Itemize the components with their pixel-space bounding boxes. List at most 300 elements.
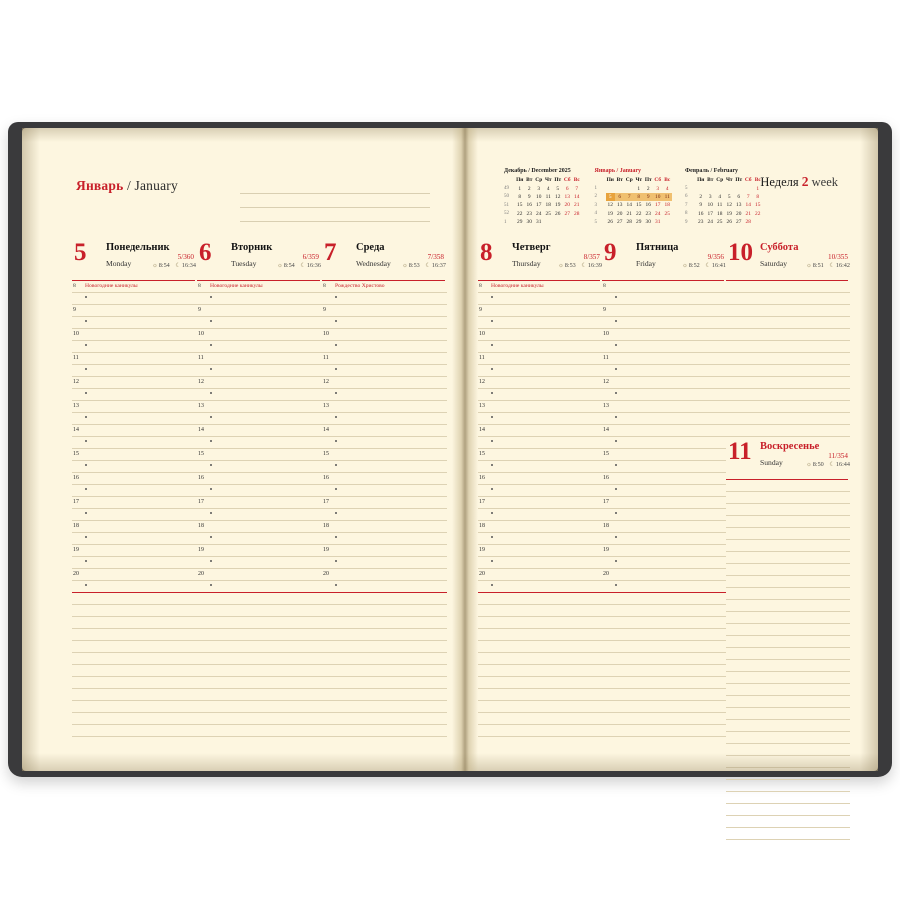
week-label-ru: Неделя — [760, 175, 799, 189]
month-title-sep: / — [123, 178, 135, 193]
hour-slot — [478, 365, 602, 377]
free-line — [726, 528, 850, 540]
page-bottom-shadow — [22, 753, 878, 771]
hour-slot: 13 — [72, 401, 197, 413]
hour-slot — [72, 437, 197, 449]
free-line — [322, 713, 447, 725]
hour-slot — [602, 437, 726, 449]
hour-slot: 19 — [72, 545, 197, 557]
free-lines[interactable] — [478, 593, 602, 737]
hour-slot: 15 — [197, 449, 322, 461]
free-line — [478, 713, 602, 725]
free-line — [602, 713, 726, 725]
saturday-free-lines[interactable] — [726, 281, 850, 437]
day-name-en: Monday — [106, 259, 132, 269]
mini-calendar-title: Февраль / February — [685, 168, 738, 174]
hour-slot — [197, 317, 322, 329]
day-name-ru: Четверг — [512, 242, 551, 253]
free-line — [726, 341, 850, 353]
free-line — [726, 317, 850, 329]
hour-slot: 15 — [72, 449, 197, 461]
hour-slot — [322, 557, 447, 569]
free-line — [322, 701, 447, 713]
free-line — [322, 725, 447, 737]
free-line — [726, 401, 850, 413]
hour-slot — [478, 389, 602, 401]
hour-slot: 10 — [72, 329, 197, 341]
day-name-en: Sunday — [760, 458, 783, 468]
hour-slot: 12 — [322, 377, 447, 389]
holiday-note — [322, 281, 447, 293]
hour-slot — [72, 533, 197, 545]
day-header — [322, 239, 447, 280]
free-line — [726, 648, 850, 660]
hour-slot — [478, 413, 602, 425]
free-line — [72, 605, 197, 617]
sunset-icon: ☾ — [829, 262, 835, 269]
week-number-label — [760, 174, 838, 190]
hour-slot: 9 — [322, 305, 447, 317]
day-number: 8 — [480, 239, 493, 266]
free-line — [726, 576, 850, 588]
free-line — [72, 677, 197, 689]
hour-slot — [322, 581, 447, 593]
hour-slot — [478, 581, 602, 593]
holiday-text: Рождество Христово — [335, 283, 385, 289]
day-header — [478, 239, 602, 280]
hour-slot: 13 — [197, 401, 322, 413]
free-line — [726, 792, 850, 804]
hour-slot — [322, 509, 447, 521]
sunday-free-lines[interactable] — [726, 480, 850, 840]
free-line — [197, 629, 322, 641]
free-line — [322, 653, 447, 665]
sunset-icon: ☾ — [581, 262, 587, 269]
sunrise-time: 8:53 — [408, 262, 420, 269]
free-line — [726, 540, 850, 552]
highlighted-day: 5 — [606, 193, 616, 201]
free-line — [72, 713, 197, 725]
highlighted-day: 9 — [644, 193, 654, 201]
hour-slot: 16 — [602, 473, 726, 485]
month-title-ru: Январь — [76, 178, 124, 193]
day-header — [197, 239, 322, 280]
week-number: 2 — [801, 174, 809, 189]
hour-grid[interactable] — [322, 293, 447, 593]
day-number: 9 — [604, 239, 617, 266]
day-name-en: Wednesday — [356, 259, 391, 269]
hour-slot: 20 — [197, 569, 322, 581]
hour-slot — [478, 341, 602, 353]
hour-slot — [197, 485, 322, 497]
hour-slot — [322, 413, 447, 425]
hour-slot — [602, 461, 726, 473]
hour-slot: 15 — [478, 449, 602, 461]
hour-slot: 10 — [602, 329, 726, 341]
weekday-header: Пт — [554, 177, 562, 184]
free-line — [197, 593, 322, 605]
hour-slot: 20 — [72, 569, 197, 581]
day-header — [602, 239, 726, 280]
free-line — [726, 389, 850, 401]
hour-slot — [322, 461, 447, 473]
hour-slot: 16 — [197, 473, 322, 485]
hour-slot — [478, 317, 602, 329]
sunrise-icon: ☼ — [277, 262, 283, 269]
free-line — [726, 480, 850, 492]
page-edge-left-shadow — [22, 128, 40, 771]
free-line — [602, 701, 726, 713]
free-line — [197, 713, 322, 725]
sun-times — [512, 262, 602, 269]
free-line — [197, 641, 322, 653]
hour-slot — [322, 533, 447, 545]
weekday-header: Пт — [735, 177, 743, 184]
hour-slot: 16 — [478, 473, 602, 485]
sunset-icon: ☾ — [175, 262, 181, 269]
page-edge-right-shadow — [860, 128, 878, 771]
mini-calendar-title: Декабрь / December 2025 — [504, 168, 571, 174]
free-line — [726, 564, 850, 576]
day-header — [72, 239, 197, 280]
hour-slot: 11 — [602, 353, 726, 365]
free-line — [72, 665, 197, 677]
hour-slot — [197, 437, 322, 449]
free-line — [726, 816, 850, 828]
free-line — [478, 689, 602, 701]
sunrise-time: 8:54 — [283, 262, 295, 269]
hour-slot: 10 — [478, 329, 602, 341]
free-line — [602, 665, 726, 677]
hour-grid[interactable] — [72, 293, 197, 593]
sunrise-time: 8:50 — [812, 461, 824, 468]
sunset-time: 16:36 — [306, 262, 321, 269]
free-line — [602, 725, 726, 737]
mini-calendar-grid[interactable]: Пн Вт Ср Чт Пт Сб Вс 5 1 6 2 3 4 5 6 7 8 7 9 10 11 12 13 14 15 8 16 17 18 19 20 21 22 9 23 24 25 26 27 28 — [685, 177, 761, 226]
hour-slot: 14 — [72, 425, 197, 437]
day-name-en: Tuesday — [231, 259, 257, 269]
day-column-wednesday — [322, 239, 447, 737]
hour-slot: 13 — [602, 401, 726, 413]
weekday-header: Ср — [535, 177, 543, 184]
free-line — [726, 281, 850, 293]
free-lines[interactable] — [72, 593, 197, 737]
day-name-en: Thursday — [512, 259, 541, 269]
month-title-en: January — [134, 178, 178, 193]
hour-slot: 20 — [478, 569, 602, 581]
hour-slot: 11 — [322, 353, 447, 365]
hour-slot: 11 — [478, 353, 602, 365]
hour-slot: 20 — [602, 569, 726, 581]
hour-slot: 14 — [602, 425, 726, 437]
hour-slot: 19 — [197, 545, 322, 557]
hour-slot: 18 — [72, 521, 197, 533]
weekday-header: Чт — [635, 177, 643, 184]
hour-slot — [322, 341, 447, 353]
free-line — [602, 593, 726, 605]
sunrise-icon: ☼ — [558, 262, 564, 269]
mini-calendar-grid[interactable]: Пн Вт Ср Чт Пт Сб Вс 49 1 2 3 4 5 6 7 50 8 9 10 11 12 13 14 51 15 16 17 18 19 20 21 52 22 23 24 25 26 27 28 1 29 30 31 — [504, 177, 580, 226]
weekday-header: Вт — [707, 177, 714, 184]
sunset-icon: ☾ — [300, 262, 306, 269]
free-line — [602, 653, 726, 665]
hour-slot — [322, 293, 447, 305]
note-line[interactable] — [240, 208, 430, 222]
hour-slot — [72, 365, 197, 377]
day-header — [726, 438, 850, 479]
hour-slot — [197, 389, 322, 401]
sunset-icon: ☾ — [829, 461, 835, 468]
hour-slot — [602, 581, 726, 593]
hour-slot — [72, 461, 197, 473]
highlighted-day: 8 — [634, 193, 644, 201]
free-line — [478, 617, 602, 629]
free-line — [726, 504, 850, 516]
free-line — [726, 660, 850, 672]
holiday-hour: 8 — [198, 283, 201, 289]
free-line — [72, 701, 197, 713]
left-page — [40, 128, 450, 771]
free-line — [726, 804, 850, 816]
holiday-note — [197, 281, 322, 293]
day-name-ru: Среда — [356, 242, 385, 253]
free-line — [72, 629, 197, 641]
free-line — [726, 377, 850, 389]
sunrise-icon: ☼ — [806, 461, 812, 468]
notes-lines-top-left[interactable] — [240, 180, 430, 222]
hour-slot — [197, 509, 322, 521]
hour-slot — [602, 365, 726, 377]
hour-slot — [72, 485, 197, 497]
sunset-time: 16:39 — [587, 262, 602, 269]
hour-slot: 13 — [322, 401, 447, 413]
day-count: 10/355 — [828, 253, 848, 262]
free-line — [726, 552, 850, 564]
free-line — [478, 665, 602, 677]
hour-slot — [72, 581, 197, 593]
free-line — [726, 828, 850, 840]
highlighted-day: 7 — [625, 193, 635, 201]
free-line — [726, 636, 850, 648]
free-line — [602, 677, 726, 689]
hour-slot: 19 — [478, 545, 602, 557]
free-line — [72, 617, 197, 629]
note-line[interactable] — [240, 180, 430, 194]
day-column-weekend — [726, 239, 850, 840]
free-line — [478, 605, 602, 617]
day-count: 8/357 — [583, 253, 600, 262]
free-line — [322, 593, 447, 605]
hour-slot: 17 — [72, 497, 197, 509]
free-line — [726, 732, 850, 744]
sunset-time: 16:44 — [835, 461, 850, 468]
free-line — [726, 684, 850, 696]
free-line — [726, 708, 850, 720]
hour-slot — [602, 293, 726, 305]
day-name-ru: Вторник — [231, 242, 273, 253]
hour-slot: 9 — [72, 305, 197, 317]
weekday-header: Пн — [516, 177, 524, 184]
free-line — [726, 516, 850, 528]
sunset-icon: ☾ — [705, 262, 711, 269]
holiday-hour: 8 — [73, 283, 76, 289]
free-line — [726, 492, 850, 504]
left-day-columns — [72, 239, 450, 737]
free-line — [197, 701, 322, 713]
sunset-time: 16:41 — [711, 262, 726, 269]
hour-slot: 14 — [322, 425, 447, 437]
day-name-ru: Пятница — [636, 242, 679, 253]
day-column-tuesday — [197, 239, 322, 737]
sun-times — [231, 262, 321, 269]
hour-slot: 18 — [602, 521, 726, 533]
hour-slot: 10 — [322, 329, 447, 341]
hour-slot: 9 — [197, 305, 322, 317]
highlighted-day: 11 — [663, 193, 673, 201]
free-line — [726, 293, 850, 305]
hour-slot — [72, 413, 197, 425]
free-line — [478, 641, 602, 653]
sunrise-time: 8:53 — [564, 262, 576, 269]
free-line — [602, 617, 726, 629]
hour-slot — [197, 341, 322, 353]
hour-slot: 12 — [72, 377, 197, 389]
hour-slot: 16 — [322, 473, 447, 485]
free-line — [726, 365, 850, 377]
hour-slot — [72, 317, 197, 329]
day-name-en: Saturday — [760, 259, 787, 269]
hour-slot — [478, 509, 602, 521]
free-line — [726, 696, 850, 708]
hour-slot — [197, 461, 322, 473]
right-day-columns — [478, 239, 850, 840]
mini-calendar-february — [685, 168, 763, 226]
hour-slot — [197, 557, 322, 569]
hour-slot — [322, 485, 447, 497]
hour-slot: 13 — [478, 401, 602, 413]
hour-slot — [478, 437, 602, 449]
free-line — [72, 725, 197, 737]
sunrise-time: 8:54 — [158, 262, 170, 269]
holiday-note — [478, 281, 602, 293]
hour-slot: 12 — [478, 377, 602, 389]
holiday-text: Новогодние каникулы — [210, 283, 263, 289]
hour-slot — [478, 557, 602, 569]
weekday-header: Сб — [744, 177, 752, 184]
free-line — [726, 353, 850, 365]
sunrise-icon: ☼ — [152, 262, 158, 269]
sun-times — [636, 262, 726, 269]
mini-calendars — [504, 168, 763, 226]
free-line — [726, 413, 850, 425]
hour-slot: 9 — [478, 305, 602, 317]
free-line — [478, 653, 602, 665]
hour-slot — [602, 509, 726, 521]
free-line — [322, 689, 447, 701]
weekday-header: Чт — [725, 177, 733, 184]
mini-calendar-title: Январь / January — [594, 168, 642, 174]
notebook-cover — [8, 122, 892, 777]
day-count: 11/354 — [828, 452, 848, 461]
hour-slot — [478, 461, 602, 473]
mini-calendar-grid[interactable]: Пн Вт Ср Чт Пт Сб Вс 1 1 2 3 4 2 5 6 7 8 9 10 11 3 12 13 14 15 16 17 18 4 19 20 21 22 23 24 25 5 26 27 28 29 30 31 — [594, 177, 671, 226]
hour-slot: 9 — [602, 305, 726, 317]
mini-calendar-january — [595, 168, 673, 226]
free-line — [726, 780, 850, 792]
day-count: 5/360 — [177, 253, 194, 262]
free-line — [602, 629, 726, 641]
mini-calendar-december — [504, 168, 582, 226]
hour-slot — [322, 437, 447, 449]
hour-slot — [478, 293, 602, 305]
free-lines[interactable] — [322, 593, 447, 737]
hour-slot — [72, 557, 197, 569]
hour-slot: 18 — [322, 521, 447, 533]
weekday-header: Вт — [616, 177, 623, 184]
day-number: 6 — [199, 239, 212, 266]
hour-slot — [72, 293, 197, 305]
sunset-icon: ☾ — [425, 262, 431, 269]
weekday-header: Ср — [625, 177, 633, 184]
sunrise-icon: ☼ — [402, 262, 408, 269]
day-column-friday — [602, 239, 726, 840]
free-line — [197, 653, 322, 665]
free-line — [322, 641, 447, 653]
hour-grid[interactable] — [602, 293, 726, 593]
free-line — [72, 653, 197, 665]
hour-slot: 11 — [72, 353, 197, 365]
day-number: 7 — [324, 239, 337, 266]
hour-slot — [602, 317, 726, 329]
hour-slot: 16 — [72, 473, 197, 485]
note-line[interactable] — [240, 194, 430, 208]
hour-slot — [197, 581, 322, 593]
free-lines[interactable] — [197, 593, 322, 737]
free-line — [726, 672, 850, 684]
free-line — [322, 629, 447, 641]
hour-slot: 11 — [197, 353, 322, 365]
free-line — [322, 617, 447, 629]
hour-grid[interactable] — [478, 293, 602, 593]
hour-grid[interactable] — [197, 293, 322, 593]
week-col-header — [685, 176, 696, 184]
holiday-note — [602, 281, 726, 293]
weekday-header: Сб — [563, 177, 571, 184]
weekday-header: Вт — [526, 177, 533, 184]
free-line — [478, 629, 602, 641]
hour-slot — [602, 389, 726, 401]
day-column-thursday — [478, 239, 602, 840]
free-line — [478, 701, 602, 713]
day-column-monday — [72, 239, 197, 737]
free-line — [478, 725, 602, 737]
hour-slot: 19 — [322, 545, 447, 557]
free-line — [726, 305, 850, 317]
hour-slot: 14 — [197, 425, 322, 437]
holiday-hour: 8 — [479, 283, 482, 289]
free-line — [322, 605, 447, 617]
free-line — [726, 600, 850, 612]
hour-slot — [197, 533, 322, 545]
day-count: 7/358 — [427, 253, 444, 262]
hour-slot — [322, 365, 447, 377]
hour-slot — [72, 389, 197, 401]
weekday-header: Чт — [544, 177, 552, 184]
weekday-header: Ср — [716, 177, 724, 184]
free-lines[interactable] — [602, 593, 726, 737]
hour-slot: 19 — [602, 545, 726, 557]
holiday-hour: 8 — [323, 283, 326, 289]
